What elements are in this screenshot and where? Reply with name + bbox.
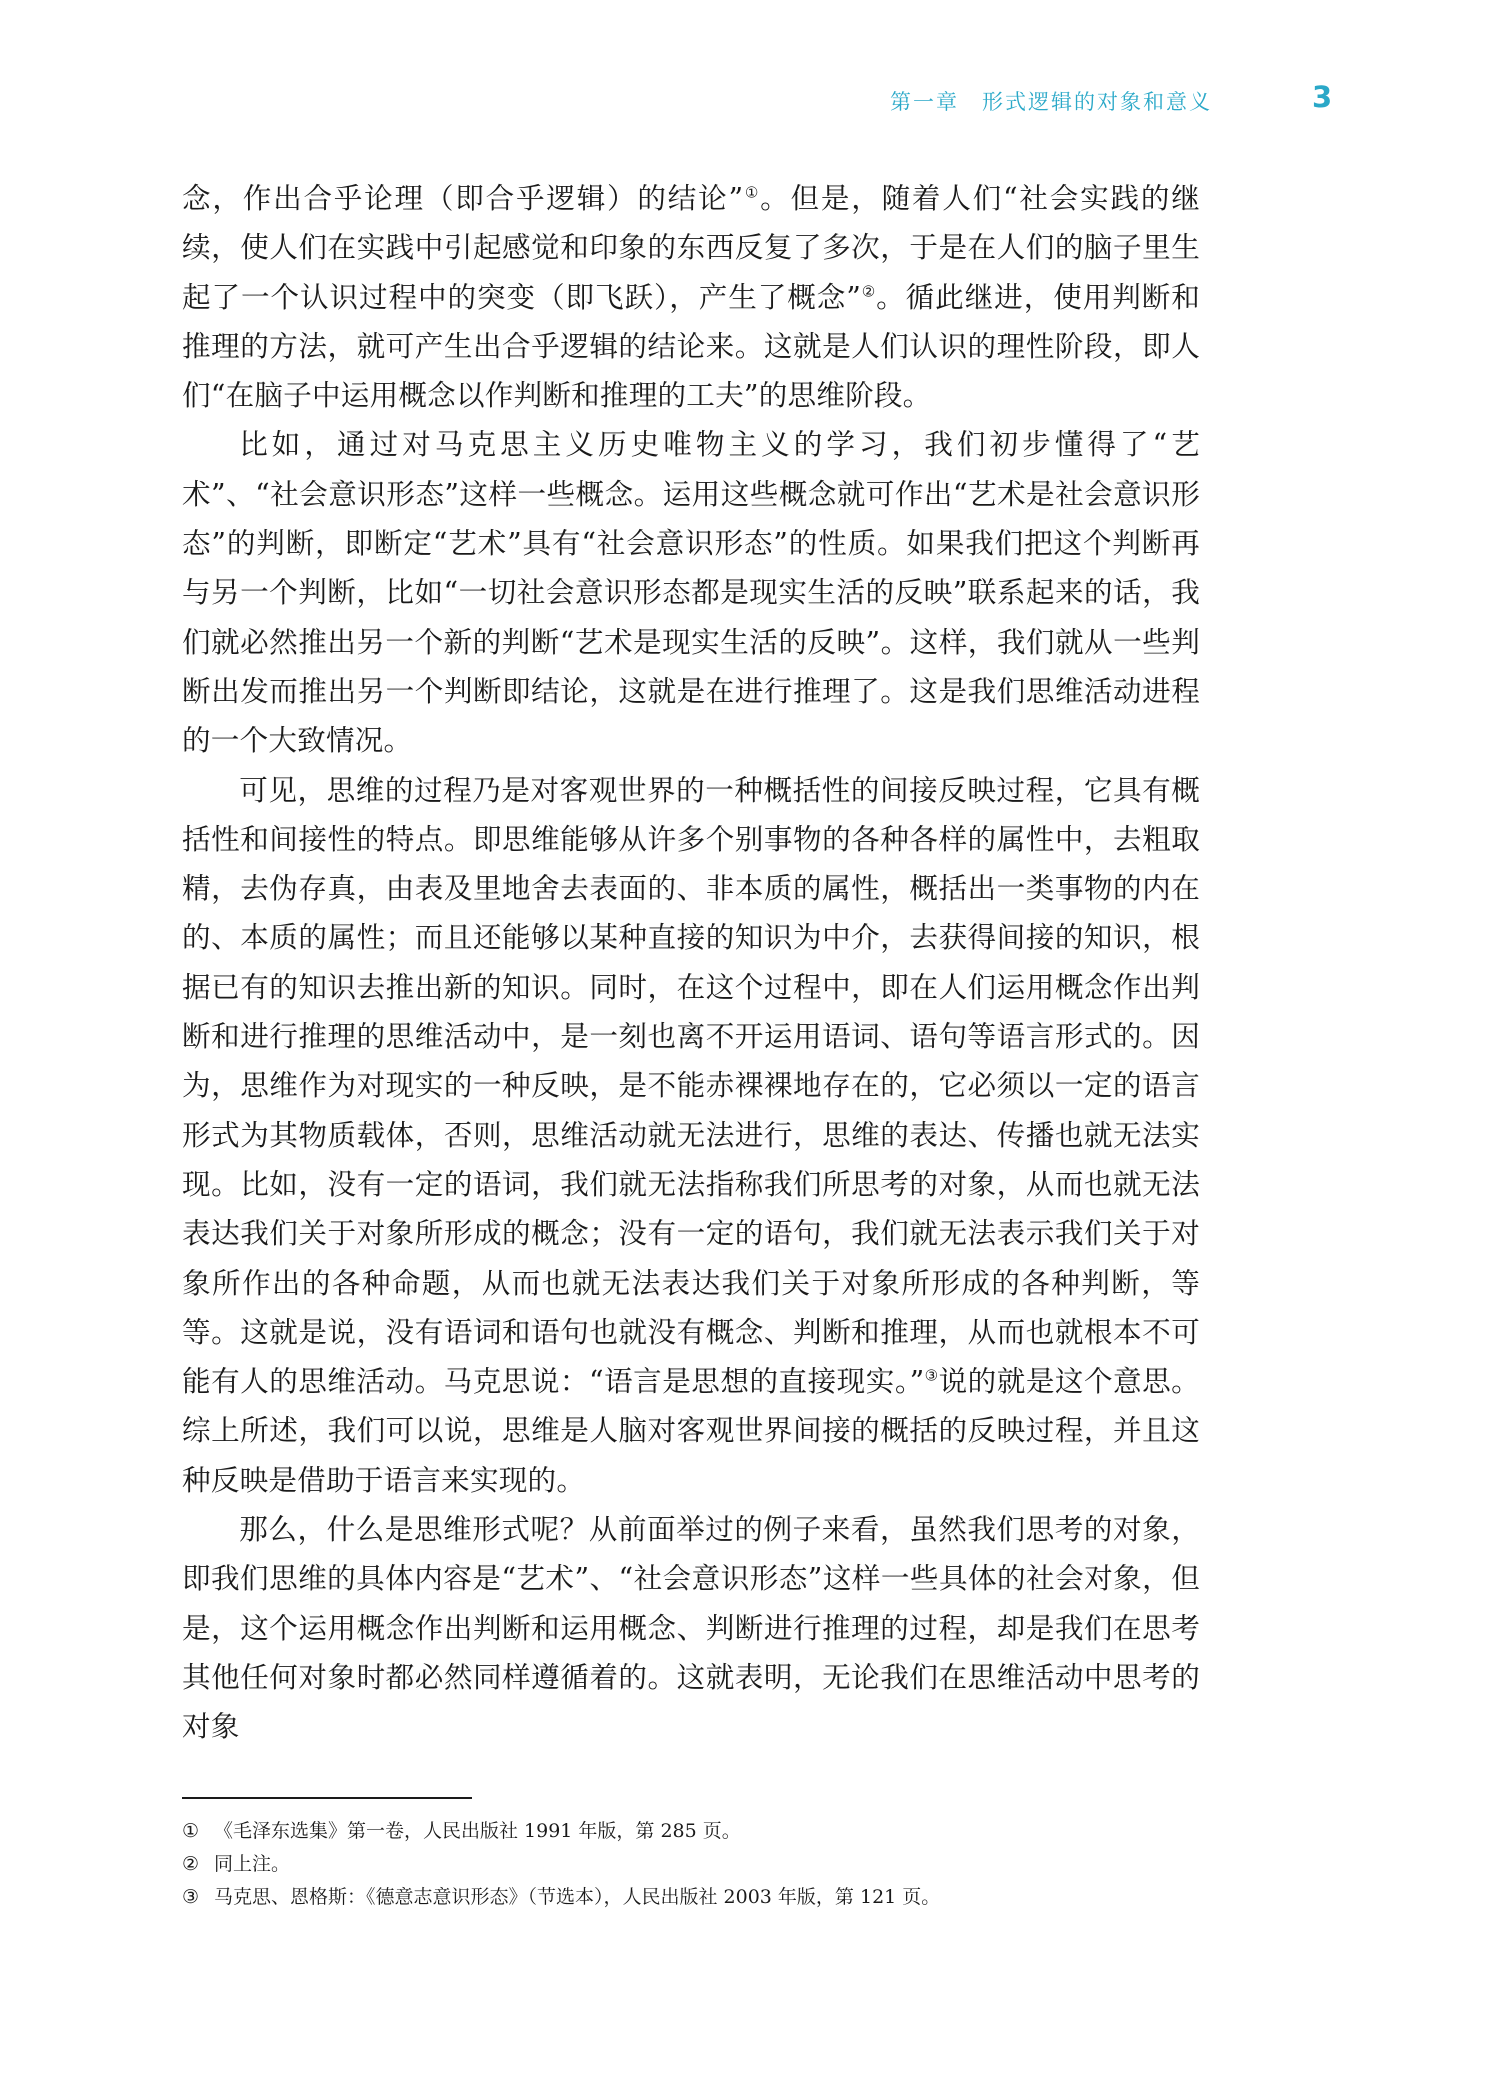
footnote-text: 《毛泽东选集》第一卷，人民出版社 1991 年版，第 285 页。	[214, 1820, 741, 1842]
page-number: 3	[1312, 80, 1333, 114]
paragraph-text: 念，作出合乎论理（即合乎逻辑）的结论”	[182, 181, 744, 215]
footnote-mark: ②	[182, 1853, 200, 1875]
footnote-ref-3: ③	[924, 1366, 939, 1385]
paragraph-text: 。循此继进，使用判断和推理的方法，就可产生出合乎逻辑的结论来。这就是人们认识的理性阶段，即人们“在脑子中运用概念以作判断和推理的工夫”的思维阶段。	[182, 279, 1200, 413]
paragraph-text: 。但是，随着人们“社会实践的继续，使人们在实践中引起感觉和印象的东西反复了多次，于是在人们的脑子里生起了一个认识过程中的突变（即飞跃），产生了概念”	[182, 181, 1201, 314]
paragraph-3	[182, 766, 1200, 1505]
footnote-divider	[182, 1797, 472, 1799]
paragraph-text: 可见，思维的过程乃是对客观世界的一种概括性的间接反映过程，它具有概括性和间接性的特点。即思维能够从许多个别事物的各种各样的属性中，去粗取精，去伪存真，由表及里地舍去表面的、非本质的属性，概括出一类事物的内在的、本质的属性；而且还能够以某种直接的知识为中介，去获得间接的知识，根据已有的知识去推出新的知识。同时，在这个过程中，即在人们运用概念作出判断和进行推理的思维活动中，是一刻也离不开运用语词、语句等语言形式的。因为，思维作为对现实的一种反映，是不能赤裸裸地存在的，它必须以一定的语言形式为其物质载体，否则，思维活动就无法进行，思维的表达、传播也就无法实现。比如，没有一定的语词，我们就无法指称我们所思考的对象，从而也就无法表达我们关于对象所形成的概念；没有一定的语句，我们就无法表示我们关于对象所作出的各种命题，从而也就无法表达我们关于对象所形成的各种判断，等等。这就是说，没有语词和语句也就没有概念、判断和推理，从而也就根本不可能有人的思维活动。马克思说：“语言是思想的直接现实。”	[182, 772, 1200, 1399]
footnote-ref-2: ②	[861, 282, 877, 301]
paragraph-4: 那么，什么是思维形式呢？从前面举过的例子来看，虽然我们思考的对象，即我们思维的具体内容是“艺术”、“社会意识形态”这样一些具体的社会对象，但是，这个运用概念作出判断和运用概念、判断进行推理的过程，却是我们在思考其他任何对象时都必然同样遵循着的。这就表明，无论我们在思维活动中思考的对象	[182, 1512, 1200, 1744]
running-title: 第一章 形式逻辑的对象和意义	[890, 90, 1212, 114]
paragraph-text: 说的就是这个意思。综上所述，我们可以说，思维是人脑对客观世界间接的概括的反映过程，并且这种反映是借助于语言来实现的。	[182, 1364, 1200, 1497]
footnote-2	[182, 1848, 1212, 1881]
running-head	[0, 82, 1512, 122]
footnote-1	[182, 1815, 1212, 1848]
paragraph-1	[182, 174, 1200, 420]
footnote-ref-1: ①	[743, 183, 761, 202]
paragraph-2: 比如，通过对马克思主义历史唯物主义的学习，我们初步懂得了“艺术”、“社会意识形态”这样一些概念。运用这些概念就可作出“艺术是社会意识形态”的判断，即断定“艺术”具有“社会意识形态”的性质。如果我们把这个判断再与另一个判断，比如“一切社会意识形态都是现实生活的反映”联系起来的话，我们就必然推出另一个新的判断“艺术是现实生活的反映”。这样，我们就从一些判断出发而推出另一个判断即结论，这就是在进行推理了。这是我们思维活动进程的一个大致情况。	[182, 427, 1200, 758]
body-text	[182, 174, 1200, 1752]
footnote-3	[182, 1881, 1212, 1914]
footnote-mark: ①	[182, 1820, 200, 1842]
footnotes	[182, 1815, 1212, 1914]
footnote-text: 马克思、恩格斯：《德意志意识形态》（节选本），人民出版社 2003 年版，第 121 页。	[214, 1886, 941, 1908]
footnote-mark: ③	[182, 1886, 200, 1908]
footnote-text: 同上注。	[214, 1853, 291, 1875]
